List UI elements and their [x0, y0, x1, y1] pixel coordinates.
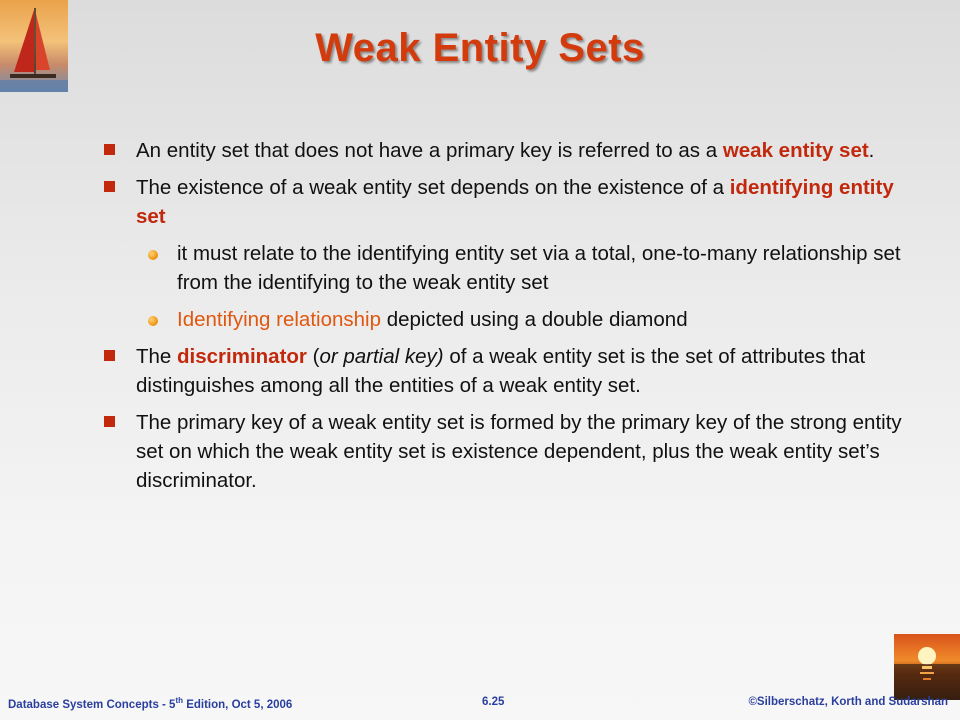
slide-content	[104, 136, 904, 503]
bullet-text: The	[136, 345, 178, 368]
emphasis-text: discriminator	[177, 345, 307, 368]
emphasis-text: Identifying relationship	[177, 308, 381, 331]
sub-bullet-item	[104, 239, 904, 297]
slide-footer	[0, 696, 960, 714]
sub-bullet-item	[104, 305, 904, 334]
bullet-text: An entity set that does not have a primary key is referred to as a	[136, 139, 723, 162]
sunset-logo	[894, 634, 960, 700]
bullet-text: The existence of a weak entity set depends on the existence of a	[136, 176, 730, 199]
bullet-text: The primary key of a weak entity set is formed by the primary key of the strong entity set on which the weak entity set is existence dependent, plus the weak entity set’s discriminator.	[136, 411, 902, 492]
round-bullet-icon	[148, 250, 158, 260]
square-bullet-icon	[104, 181, 115, 192]
square-bullet-icon	[104, 416, 115, 427]
footer-copyright: ©Silberschatz, Korth and Sudarshan	[748, 696, 948, 708]
square-bullet-icon	[104, 350, 115, 361]
bullet-text: it must relate to the identifying entity set via a total, one-to-many relationship set from the identifying to the weak entity set	[177, 242, 901, 294]
bullet-item	[104, 342, 904, 400]
bullet-item	[104, 136, 904, 165]
bullet-item	[104, 408, 904, 495]
footer-course: Database System Concepts - 5th Edition, Oct 5, 2006	[8, 696, 293, 711]
bullet-text: depicted using a double diamond	[381, 308, 688, 331]
emphasis-text: or partial key)	[319, 345, 444, 368]
footer-page-number: 6.25	[482, 696, 505, 708]
emphasis-text: identifying entity set	[136, 176, 894, 228]
bullet-text: of a weak entity set is the set of attributes that distinguishes among all the entities of a weak entity set.	[136, 345, 866, 397]
bullet-text: .	[868, 139, 875, 162]
slide-title: Weak Entity Sets	[315, 26, 645, 70]
bullet-item	[104, 173, 904, 231]
emphasis-text: weak entity set	[722, 139, 869, 162]
square-bullet-icon	[104, 144, 115, 155]
bullet-text: (	[306, 345, 320, 368]
round-bullet-icon	[148, 316, 158, 326]
